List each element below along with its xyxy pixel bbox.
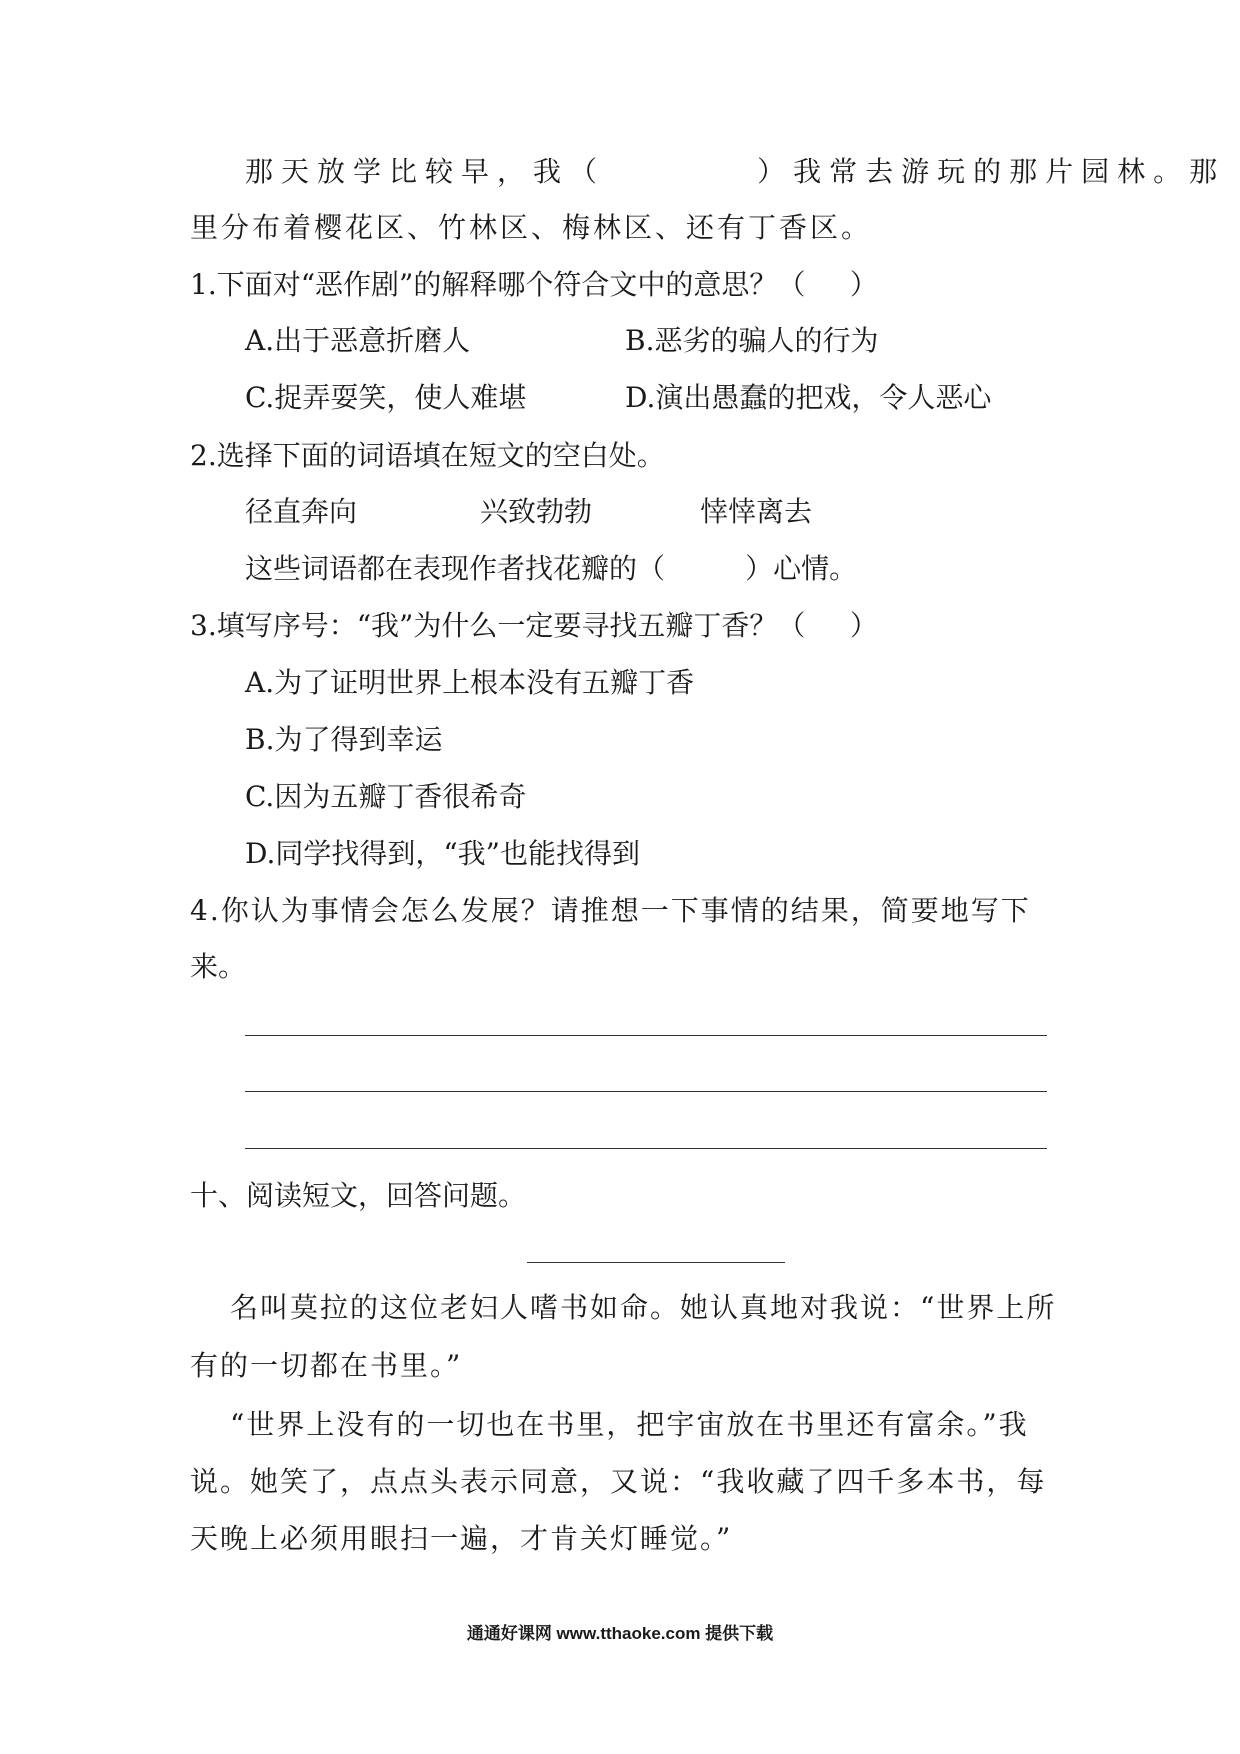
question-3-option-b: B.为了得到幸运 [245, 723, 443, 756]
question-2-sentence: 这些词语都在表现作者找花瓣的（ ）心情。 [245, 552, 858, 585]
question-3-stem: 3.填写序号：“我”为什么一定要寻找五瓣丁香？（ ） [190, 609, 878, 642]
section-10-heading: 十、阅读短文，回答问题。 [190, 1179, 527, 1212]
question-1-option-b: B.恶劣的骗人的行为 [625, 324, 879, 357]
question-2-stem: 2.选择下面的词语填在短文的空白处。 [190, 439, 665, 472]
question-3-option-c: C.因为五瓣丁香很希奇 [245, 780, 527, 813]
intro-text-line-1: 那天放学比较早，我（ ）我常去游玩的那片园林。那 [245, 155, 1226, 188]
question-2-word-3: 悻悻离去 [700, 495, 813, 528]
question-3-option-a: A.为了证明世界上根本没有五瓣丁香 [245, 666, 695, 699]
answer-line-3[interactable] [245, 1148, 1047, 1149]
question-2-word-2: 兴致勃勃 [480, 495, 593, 528]
question-4-stem-line-1: 4.你认为事情会怎么发展？请推想一下事情的结果，简要地写下 [190, 894, 1031, 927]
passage-line-4: 说。她笑了，点点头表示同意，又说：“我收藏了四千多本书，每 [190, 1465, 1047, 1498]
question-2-word-1: 径直奔向 [245, 495, 358, 528]
answer-line-2[interactable] [245, 1091, 1047, 1092]
question-3-option-d: D.同学找得到，“我”也能找得到 [245, 837, 640, 870]
passage-line-3: “世界上没有的一切也在书里，把宇宙放在书里还有富余。”我 [230, 1408, 1029, 1441]
intro-text-line-2: 里分布着樱花区、竹林区、梅林区、还有丁香区。 [190, 211, 873, 244]
passage-line-5: 天晚上必须用眼扫一遍，才肯关灯睡觉。” [190, 1522, 733, 1555]
question-1-option-a: A.出于恶意折磨人 [245, 324, 471, 357]
passage-title-blank[interactable] [527, 1262, 785, 1263]
passage-line-2: 有的一切都在书里。” [190, 1349, 463, 1382]
question-1-option-d: D.演出愚蠢的把戏，令人恶心 [625, 381, 992, 414]
question-1-stem: 1.下面对“恶作剧”的解释哪个符合文中的意思？（ ） [190, 268, 878, 301]
footer-source-note: 通通好课网 www.tthaoke.com 提供下载 [466, 1624, 774, 1643]
question-1-option-c: C.捉弄耍笑，使人难堪 [245, 381, 527, 414]
passage-line-1: 名叫莫拉的这位老妇人嗜书如命。她认真地对我说：“世界上所 [230, 1291, 1057, 1324]
question-4-stem-line-2: 来。 [190, 950, 247, 983]
answer-line-1[interactable] [245, 1035, 1047, 1036]
